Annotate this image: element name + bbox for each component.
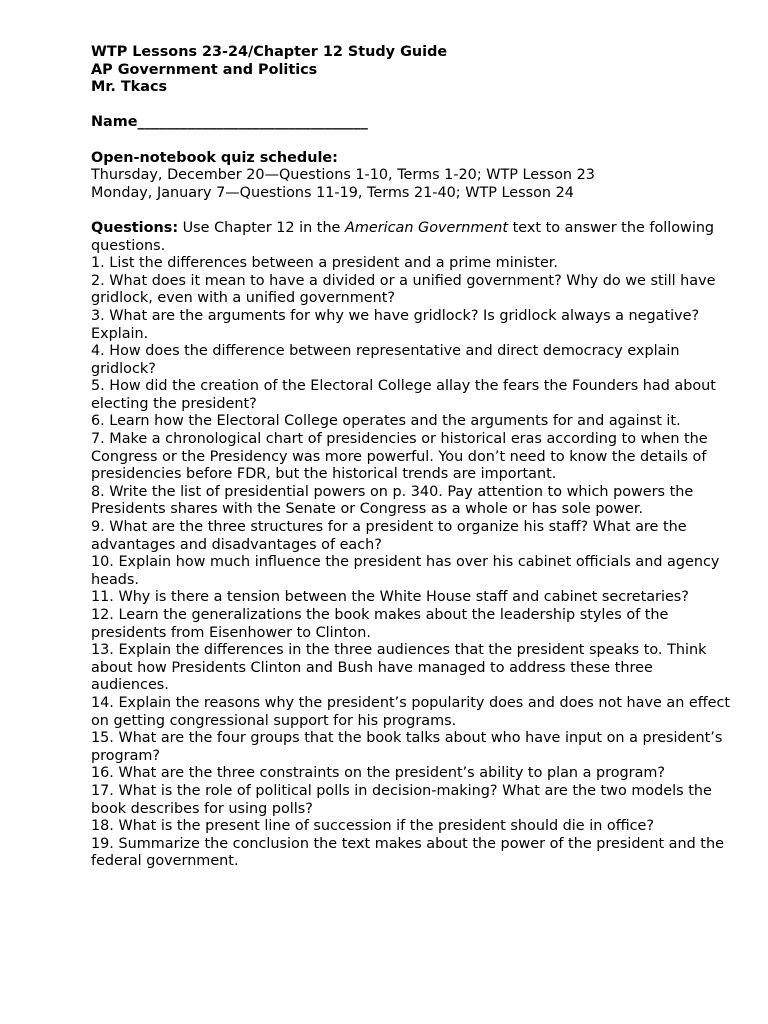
questions-list — [91, 255, 731, 871]
question-item: 6. Learn how the Electoral College operates and the arguments for and against it. — [91, 413, 681, 430]
questions-intro — [91, 220, 731, 255]
question-item: 15. What are the four groups that the book talks about who have input on a president’s program? — [91, 730, 723, 764]
question-item: 7. Make a chronological chart of presidencies or historical eras according to when the Congress or the Presidency was more powerful. You don’t need to know the details of presidencies before FDR, but the historical trends are important. — [91, 431, 708, 483]
question-item: 8. Write the list of presidential powers on p. 340. Pay attention to which powers the Presidents shares with the Senate or Congress as a whole or has sole power. — [91, 483, 694, 518]
question-item: 1. List the differences between a president and a prime minister. — [91, 255, 558, 272]
question-item: 16. What are the three constraints on the president’s ability to plan a program? — [91, 765, 666, 782]
name-field: Name________________________________ — [91, 114, 368, 131]
question-item: 12. Learn the generalizations the book makes about the leadership styles of the presidents from Eisenhower to Clinton. — [91, 607, 669, 641]
question-item: 2. What does it mean to have a divided or a unified government? Why do we still have gridlock, even with a unified government? — [91, 272, 716, 307]
study-guide-content — [91, 44, 731, 871]
question-item: 4. How does the difference between representative and direct democracy explain gridlock? — [91, 343, 680, 377]
question-item: 3. What are the arguments for why we have gridlock? Is gridlock always a negative? Explain. — [91, 307, 700, 342]
questions-intro-text-end: text to answer the following questions. — [91, 219, 715, 254]
question-item: 19. Summarize the conclusion the text makes about the power of the president and the federal government. — [91, 835, 724, 870]
quiz-schedule-item: Thursday, December 20—Questions 1-10, Terms 1-20; WTP Lesson 23 — [91, 167, 595, 184]
question-item: 11. Why is there a tension between the White House staff and cabinet secretaries? — [91, 589, 689, 606]
quiz-schedule-item: Monday, January 7—Questions 11-19, Terms 21-40; WTP Lesson 24 — [91, 184, 574, 201]
question-item: 18. What is the present line of succession if the president should die in office? — [91, 818, 655, 835]
quiz-schedule-title: Open-notebook quiz schedule: — [91, 149, 338, 166]
question-item: 10. Explain how much influence the president has over his cabinet officials and agency heads. — [91, 554, 720, 588]
teacher-name: Mr. Tkacs — [91, 79, 168, 96]
question-item: 17. What is the role of political polls in decision-making? What are the two models the book describes for using polls? — [91, 782, 712, 817]
doc-title: WTP Lessons 23-24/Chapter 12 Study Guide — [91, 44, 448, 60]
question-item: 9. What are the three structures for a president to organize his staff? What are the advantages and disadvantages of each? — [91, 519, 687, 553]
question-item: 13. Explain the differences in the three audiences that the president speaks to. Think about how Presidents Clinton and Bush have managed to address these three audiences. — [91, 642, 707, 694]
course-name: AP Government and Politics — [91, 61, 318, 78]
question-item: 14. Explain the reasons why the president’s popularity does and does not have an effect on getting congressional support for his programs. — [91, 694, 731, 729]
question-item: 5. How did the creation of the Electoral College allay the fears the Founders had about electing the president? — [91, 378, 716, 412]
textbook-title: American Government — [345, 219, 509, 236]
questions-intro-text: Use Chapter 12 in the — [178, 219, 345, 236]
questions-label: Questions: — [91, 219, 179, 236]
